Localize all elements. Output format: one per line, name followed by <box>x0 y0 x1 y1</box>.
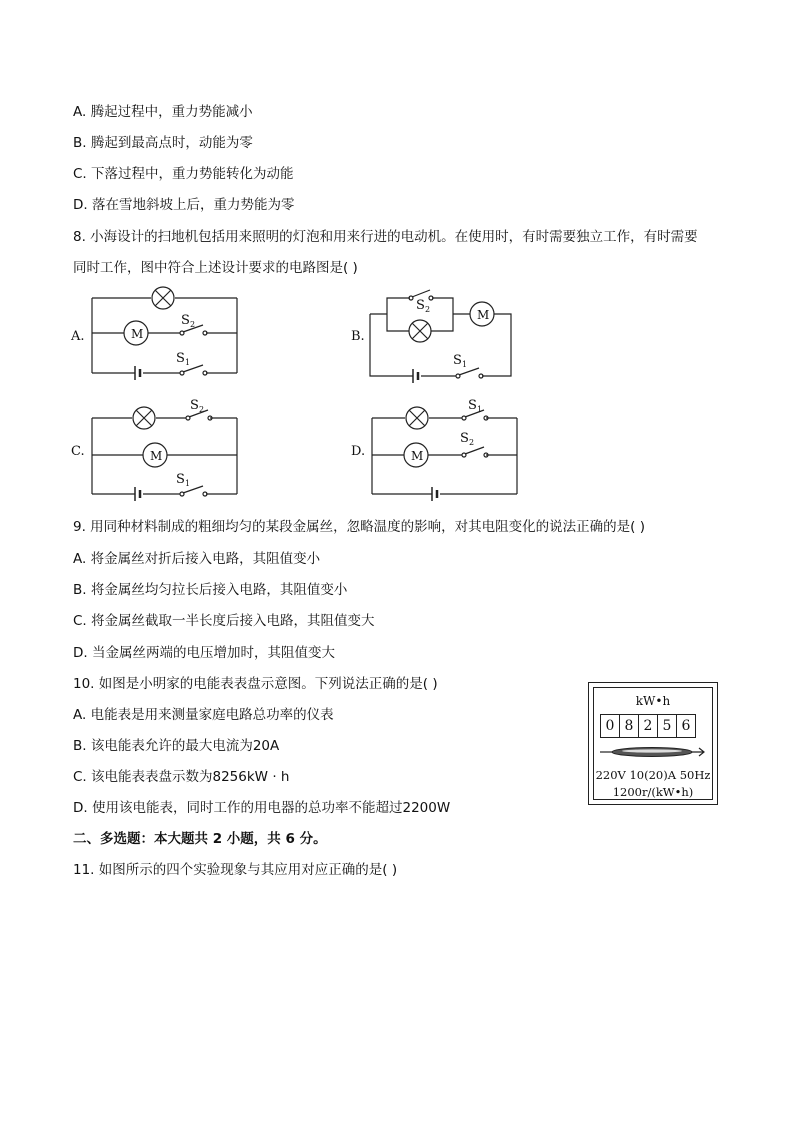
diagram-label-b: B. <box>351 329 365 344</box>
meter-digit: 5 <box>658 715 677 737</box>
meter-digit: 0 <box>601 715 620 737</box>
meter-digits <box>600 714 696 738</box>
q10-option-d: D. 使用该电能表，同时工作的用电器的总功率不能超过2200W <box>73 800 451 816</box>
meter-disc-icon <box>600 744 708 760</box>
motor-symbol-a: M <box>131 327 144 341</box>
motor-symbol-c: M <box>150 449 163 463</box>
meter-spec-line2: 1200r/(kW•h) <box>612 785 694 799</box>
switch-label-d-s1-sub: 1 <box>477 405 483 414</box>
q7-option-d: D. 落在雪地斜坡上后，重力势能为零 <box>73 197 295 213</box>
switch-label-c-s2: S <box>190 398 199 413</box>
motor-symbol-d: M <box>411 449 424 463</box>
q8-stem-line2: 同时工作，图中符合上述设计要求的电路图是( ) <box>73 260 358 276</box>
q8-circuit-diagrams <box>0 0 794 520</box>
meter-unit: kW•h <box>635 694 671 708</box>
switch-label-a-s1-sub: 1 <box>185 358 191 367</box>
switch-label-a-s1: S <box>176 351 185 366</box>
q7-option-b: B. 腾起到最高点时，动能为零 <box>73 135 253 151</box>
q10-option-b: B. 该电能表允许的最大电流为20A <box>73 738 280 754</box>
switch-label-b-s2: S <box>416 298 425 313</box>
q9-stem: 9. 用同种材料制成的粗细均匀的某段金属丝，忽略温度的影响，对其电阻变化的说法正确的是( ) <box>73 519 645 535</box>
q9-option-a: A. 将金属丝对折后接入电路，其阻值变小 <box>73 551 321 567</box>
electric-meter <box>588 682 718 805</box>
q7-option-a: A. 腾起过程中，重力势能减小 <box>73 104 253 120</box>
q9-option-d: D. 当金属丝两端的电压增加时，其阻值变大 <box>73 645 335 661</box>
switch-label-d-s2-sub: 2 <box>469 438 475 447</box>
switch-label-a-s2: S <box>181 313 190 328</box>
switch-label-c-s1-sub: 1 <box>185 479 191 488</box>
section2-title: 二、多选题：本大题共 2 小题，共 6 分。 <box>73 831 327 847</box>
q8-stem-line1: 8. 小海设计的扫地机包括用来照明的灯泡和用来行进的电动机。在使用时，有时需要独立工作，有时需要 <box>73 229 698 245</box>
meter-digit: 2 <box>639 715 658 737</box>
diagram-label-d: D. <box>351 444 366 459</box>
motor-symbol-b: M <box>477 308 490 322</box>
switch-label-d-s1: S <box>468 398 477 413</box>
switch-label-b-s2-sub: 2 <box>425 305 431 314</box>
switch-label-c-s2-sub: 2 <box>199 405 205 414</box>
q9-option-c: C. 将金属丝截取一半长度后接入电路，其阻值变大 <box>73 613 375 629</box>
diagram-label-a: A. <box>71 329 85 344</box>
meter-digit: 8 <box>620 715 639 737</box>
switch-label-b-s1: S <box>453 353 462 368</box>
q7-option-c: C. 下落过程中，重力势能转化为动能 <box>73 166 294 182</box>
q10-option-c: C. 该电能表表盘示数为8256kW · h <box>73 769 290 785</box>
switch-label-a-s2-sub: 2 <box>190 320 196 329</box>
q9-option-b: B. 将金属丝均匀拉长后接入电路，其阻值变小 <box>73 582 348 598</box>
switch-label-d-s2: S <box>460 431 469 446</box>
q11-stem: 11. 如图所示的四个实验现象与其应用对应正确的是( ) <box>73 862 398 878</box>
q10-stem: 10. 如图是小明家的电能表表盘示意图。下列说法正确的是( ) <box>73 676 438 692</box>
q10-option-a: A. 电能表是用来测量家庭电路总功率的仪表 <box>73 707 334 723</box>
meter-spec-line1: 220V 10(20)A 50Hz <box>595 768 711 782</box>
diagram-label-c: C. <box>71 444 85 459</box>
switch-label-b-s1-sub: 1 <box>462 360 468 369</box>
switch-label-c-s1: S <box>176 472 185 487</box>
meter-digit: 6 <box>681 718 691 734</box>
